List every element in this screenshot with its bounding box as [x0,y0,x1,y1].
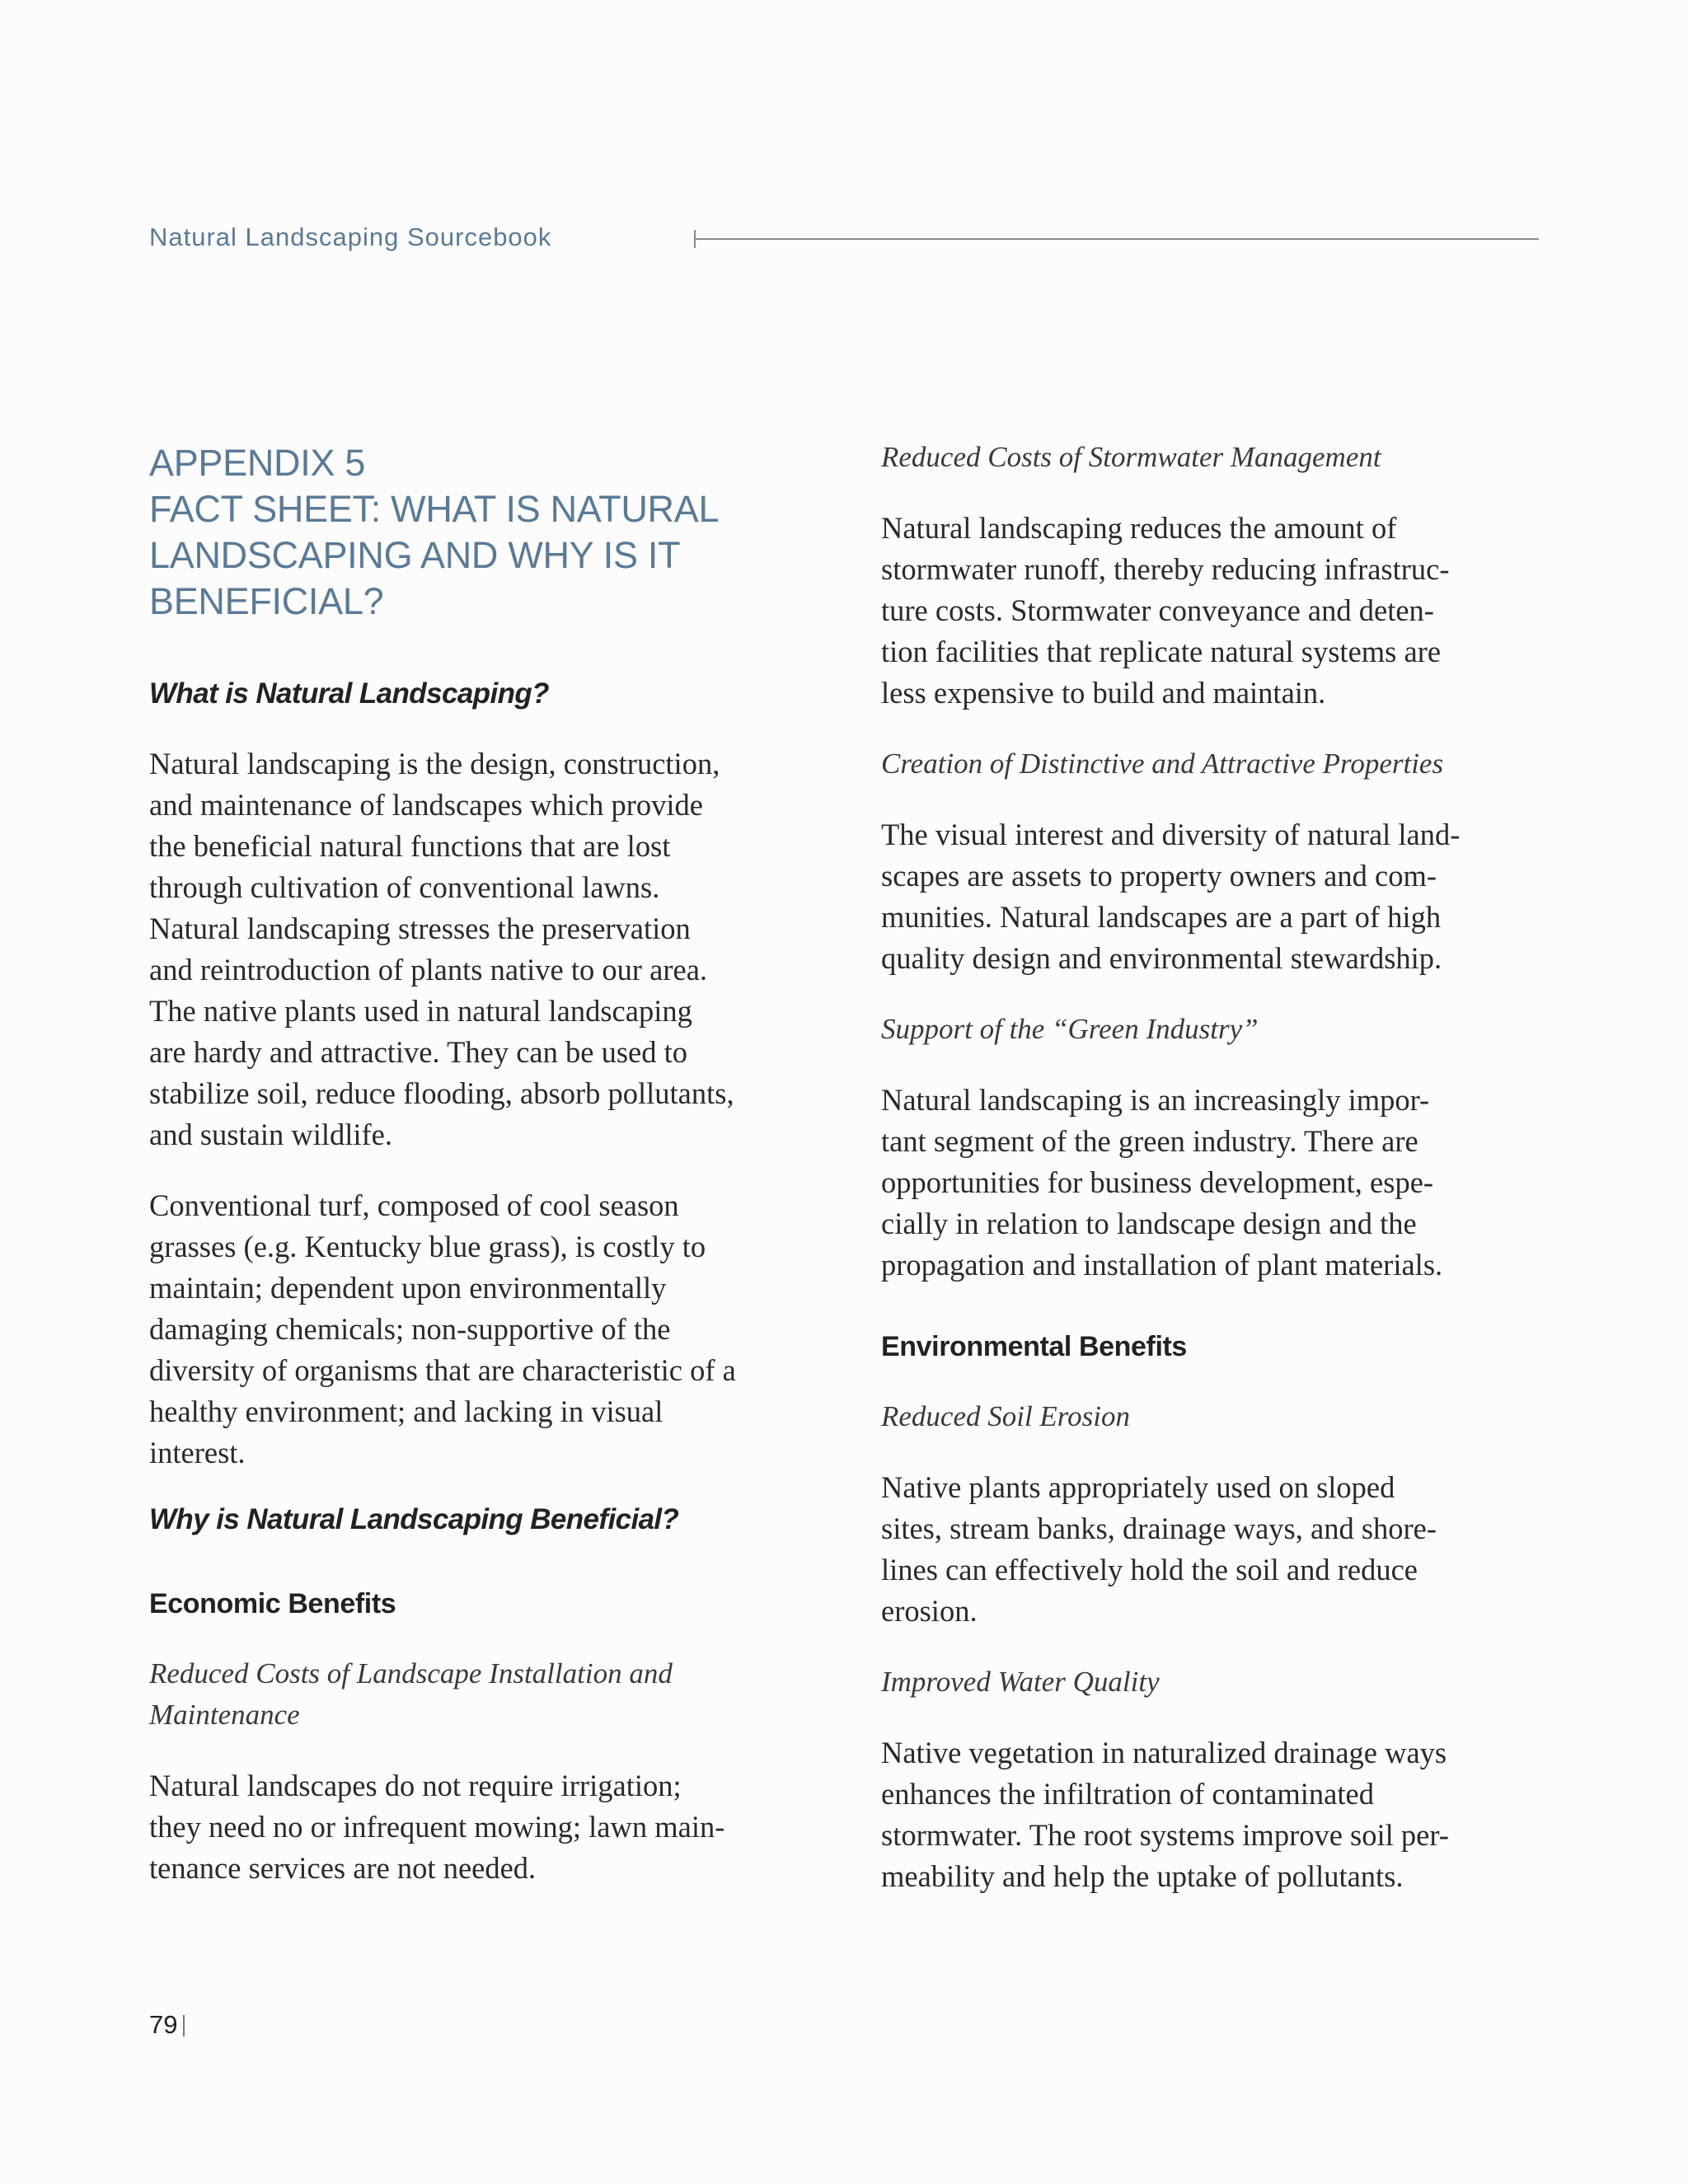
right-column [881,429,1540,1897]
text-line: the beneficial natural functions that are lost [149,829,671,863]
title-line: BENEFICIAL? [149,580,384,622]
erosion-subheading: Reduced Soil Erosion [881,1400,1130,1432]
text-line: they need no or infrequent mowing; lawn main- [149,1810,725,1844]
intro-paragraph [149,743,817,1155]
text-line: less expensive to build and maintain. [881,676,1326,710]
why-beneficial-heading: Why is Natural Landscaping Beneficial? [149,1503,679,1535]
title-line: FACT SHEET: WHAT IS NATURAL [149,488,720,530]
text-line: diversity of organisms that are characteristic of a [149,1353,736,1387]
text-line: and maintenance of landscapes which provide [149,788,703,822]
green-industry-paragraph [881,1080,1540,1286]
text-line: erosion. [881,1594,978,1628]
text-line: enhances the infiltration of contaminated [881,1777,1374,1811]
text-line: Native plants appropriately used on sloped [881,1470,1395,1504]
text-line: and reintroduction of plants native to our area. [149,953,708,987]
text-line: The native plants used in natural landscaping [149,994,692,1028]
text-line: Maintenance [149,1699,300,1731]
text-line: tant segment of the green industry. There are [881,1124,1418,1158]
text-line: scapes are assets to property owners and com- [881,859,1437,893]
text-line: healthy environment; and lacking in visual [149,1394,663,1428]
conventional-turf-paragraph [149,1185,817,1474]
text-line: tenance services are not needed. [149,1851,537,1885]
header-rule [694,238,1539,240]
environmental-benefits-heading: Environmental Benefits [881,1331,1187,1362]
text-line: quality design and environmental stewardship. [881,941,1442,975]
text-line: Native vegetation in naturalized drainage ways [881,1736,1447,1769]
text-line: grasses (e.g. Kentucky blue grass), is costly to [149,1230,706,1263]
text-line: and sustain wildlife. [149,1118,392,1151]
green-industry-subheading: Support of the “Green Industry” [881,1013,1259,1045]
text-line: ture costs. Stormwater conveyance and deten- [881,593,1434,627]
text-line: stabilize soil, reduce flooding, absorb pollutants, [149,1076,734,1110]
installation-subheading [149,1653,817,1736]
running-header-title: Natural Landscaping Sourcebook [149,223,552,251]
title-line: APPENDIX 5 [149,442,366,484]
water-quality-paragraph [881,1732,1540,1897]
installation-paragraph [149,1765,817,1889]
text-line: Reduced Costs of Landscape Installation and [149,1657,673,1690]
water-quality-subheading: Improved Water Quality [881,1666,1160,1698]
text-line: cially in relation to landscape design and the [881,1207,1417,1240]
text-line: The visual interest and diversity of natural land- [881,818,1461,851]
appendix-title [149,440,817,625]
text-line: tion facilities that replicate natural systems are [881,635,1442,668]
text-line: damaging chemicals; non-supportive of the [149,1312,671,1346]
text-line: sites, stream banks, drainage ways, and shore- [881,1511,1437,1545]
text-line: stormwater runoff, thereby reducing infrastruc- [881,552,1450,586]
text-line: opportunities for business development, espe- [881,1165,1434,1199]
text-line: meability and help the uptake of pollutants. [881,1859,1404,1893]
page-number: 79 [149,2010,178,2039]
page-number-bar [183,2015,185,2036]
stormwater-subheading: Reduced Costs of Stormwater Management [881,441,1381,473]
text-line: Natural landscaping is the design, construction, [149,747,720,780]
properties-subheading: Creation of Distinctive and Attractive Properties [881,748,1444,780]
what-is-heading: What is Natural Landscaping? [149,677,549,710]
text-line: Natural landscaping stresses the preservation [149,912,691,945]
text-line: stormwater. The root systems improve soil per- [881,1818,1449,1852]
text-line: lines can effectively hold the soil and reduce [881,1553,1418,1586]
text-line: Natural landscapes do not require irrigation; [149,1769,682,1802]
text-line: are hardy and attractive. They can be used to [149,1035,687,1069]
text-line: Conventional turf, composed of cool season [149,1188,679,1222]
text-line: maintain; dependent upon environmentally [149,1271,667,1305]
text-line: munities. Natural landscapes are a part of high [881,900,1442,934]
economic-benefits-heading: Economic Benefits [149,1588,396,1619]
stormwater-paragraph [881,508,1540,714]
left-column [149,429,817,1889]
properties-paragraph [881,814,1540,979]
text-line: interest. [149,1436,246,1469]
title-line: LANDSCAPING AND WHY IS IT [149,534,681,576]
text-line: through cultivation of conventional lawns. [149,870,660,904]
erosion-paragraph [881,1467,1540,1632]
text-line: Natural landscaping reduces the amount of [881,511,1397,545]
text-line: Natural landscaping is an increasingly impor- [881,1083,1430,1117]
text-line: propagation and installation of plant materials. [881,1248,1443,1282]
